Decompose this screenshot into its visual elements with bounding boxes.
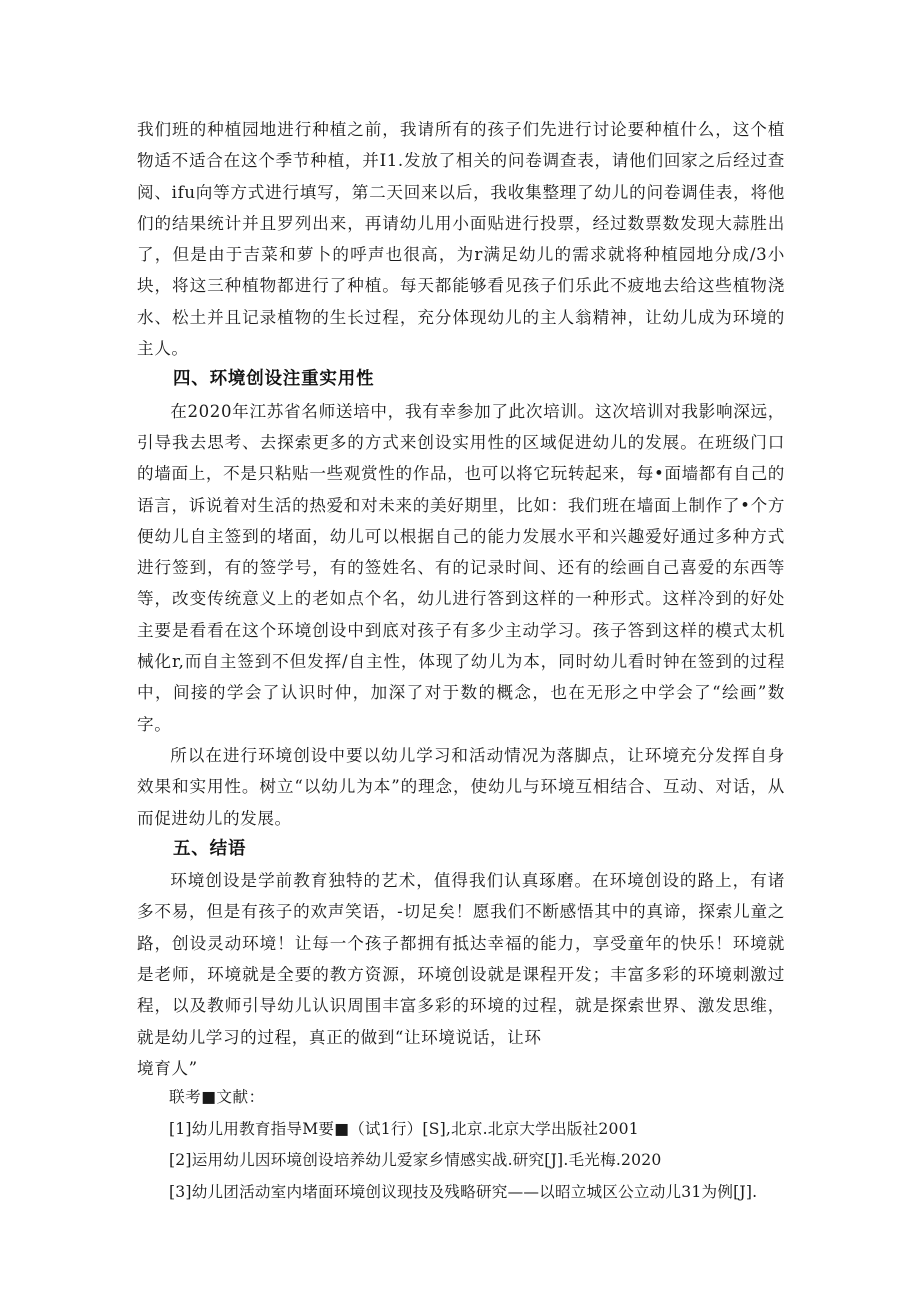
paragraph-tail: 境育人”	[137, 1058, 198, 1078]
paragraph: 所以在进行环境创设中要以幼儿学习和活动情况为落脚点，让环境充分发挥自身效果和实用性。树立“以幼儿为本”的理念，使幼儿与环境互相结合、互动、对话，从而促进幼儿的发展。	[137, 745, 785, 828]
references-heading: 联考■文献：	[169, 1088, 265, 1106]
section-heading-4: 四、环境创设注重实用性	[173, 369, 375, 390]
reference-item: [3]幼儿团活动室内堵面环境创议现技及残略研究——以昭立城区公立动儿31为例[J].	[169, 1182, 758, 1201]
reference-item: [2]运用幼儿因环境创设培养幼儿爱家乡情感实战.研究[J].毛光梅.2020	[169, 1151, 662, 1169]
document-body	[137, 114, 785, 1084]
paragraph: 在2020年江苏省名师送培中，我有幸参加了此次培训。这次培训对我影响深远，引导我去思考、去探索更多的方式来创设实用性的区域促进幼儿的发展。在班级门口的墙面上，不是只粘贴一些观赏性的作品，也可以将它玩转起来，每•面墙都有自己的语言，诉说着对生活的热爱和对未来的美好期里，比如：我们班在墙面上制作了•个方便幼儿自主签到的堵面，幼儿可以根据自己的能力发展水平和兴趣爱好通过多种方式进行签到，有的签学号，有的签姓名、有的记录时间、还有的绘画自己喜爱的东西等等，改变传统意义上的老如点个名，幼儿进行答到这样的一种形式。这样冷到的好处主要是看看在这个环境创设中到底对孩子有多少主动学习。孩子答到这样的模式太机械化r,而自主签到不但发挥/自主性，体现了幼儿为本，同时幼儿看时钟在签到的过程中，间接的学会了认识时仲，加深了对于数的概念，也在无形之中学会了“绘画”数字。	[137, 401, 785, 734]
references-section	[137, 1082, 787, 1207]
paragraph: 我们班的种植园地进行种植之前，我请所有的孩子们先进行讨论要种植什么，这个植物适不适合在这个季节种植，并I1.发放了相关的问卷调查表，请他们回家之后经过查阅、ifu向等方式进行填写，第二天回来以后，我收集整理了幼儿的问卷调佳表，将他们的结果统计并且罗列出来，再请幼儿用小面贴进行投票，经过数票数发现大蒜胜出了，但是由于吉菜和萝卜的呼声也很高，为r满足幼儿的需求就将种植园地分成/3小块，将这三种植物都进行了种植。每天都能够看见孩子们乐此不疲地去给这些植物浇水、松土并且记录植物的生长过程，充分体现幼儿的主人翁精神，让幼儿成为环境的主人。	[137, 120, 785, 359]
reference-item: [1]幼儿用教育指导M要■（试1行）[S],北京.北京大学出版社2001	[169, 1119, 639, 1138]
paragraph: 环境创设是学前教育独特的艺术，值得我们认真琢磨。在环境创设的路上，有诸多不易，但是有孩子的欢声笑语，-切足矣！愿我们不断感悟其中的真谛，探索儿童之路，创设灵动环境！让每一个孩子都拥有抵达幸福的能力，享受童年的快乐！环境就是老师，环境就是全要的教方资源，环境创设就是课程开发；丰富多彩的环境刺激过程，以及教师引导幼儿认识周围丰富多彩的环境的过程，就是探索世界、激发思维，就是幼儿学习的过程，真正的做到“让环境说话，让环	[137, 871, 785, 1047]
section-heading-5: 五、结语	[173, 838, 247, 859]
